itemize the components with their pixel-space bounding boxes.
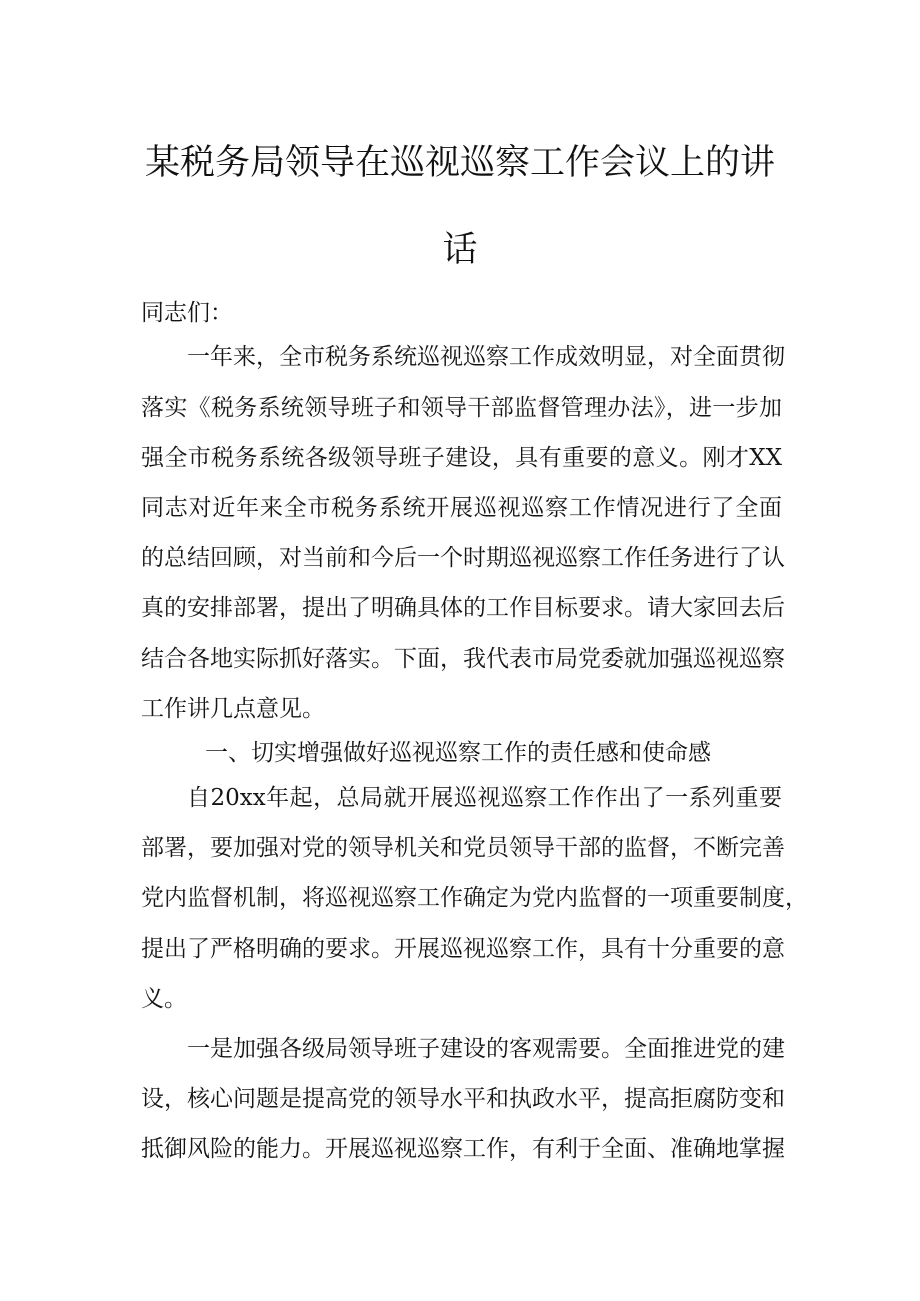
paragraph-line: 部署，要加强对党的领导机关和党员领导干部的监督，不断完善 bbox=[141, 835, 785, 861]
paragraph-line: 抵御风险的能力。开展巡视巡察工作，有利于全面、准确地掌握 bbox=[141, 1136, 785, 1162]
paragraph-line: 自20xx年起，总局就开展巡视巡察工作作出了一系列重要 bbox=[187, 785, 782, 811]
paragraph-line: 提出了严格明确的要求。开展巡视巡察工作，具有十分重要的意 bbox=[141, 936, 785, 962]
paragraph-line: 工作讲几点意见。 bbox=[141, 696, 325, 722]
paragraph-line: 的总结回顾，对当前和今后一个时期巡视巡察工作任务进行了认 bbox=[141, 545, 785, 571]
section-heading: 一、切实增强做好巡视巡察工作的责任感和使命感 bbox=[205, 740, 711, 766]
paragraph-line: 一是加强各级局领导班子建设的客观需要。全面推进党的建 bbox=[187, 1036, 785, 1062]
paragraph-line: 强全市税务系统各级领导班子建设，具有重要的意义。刚才XX bbox=[141, 445, 782, 471]
paragraph-line: 结合各地实际抓好落实。下面，我代表市局党委就加强巡视巡察 bbox=[141, 646, 785, 672]
paragraph-line: 落实《税务系统领导班子和领导干部监督管理办法》，进一步加 bbox=[141, 395, 782, 421]
document-title-line-1: 某税务局领导在巡视巡察工作会议上的讲 bbox=[144, 143, 775, 183]
paragraph-line: 义。 bbox=[141, 986, 187, 1012]
salutation: 同志们： bbox=[141, 300, 233, 326]
paragraph-line: 一年来，全市税务系统巡视巡察工作成效明显，对全面贯彻 bbox=[187, 344, 785, 370]
paragraph-line: 同志对近年来全市税务系统开展巡视巡察工作情况进行了全面 bbox=[141, 495, 782, 521]
document-title-line-2: 话 bbox=[442, 230, 478, 270]
paragraph-line: 设，核心问题是提高党的领导水平和执政水平，提高拒腐防变和 bbox=[141, 1086, 785, 1112]
paragraph-line: 党内监督机制，将巡视巡察工作确定为党内监督的一项重要制度， bbox=[141, 885, 808, 911]
paragraph-line: 真的安排部署，提出了明确具体的工作目标要求。请大家回去后 bbox=[141, 595, 785, 621]
